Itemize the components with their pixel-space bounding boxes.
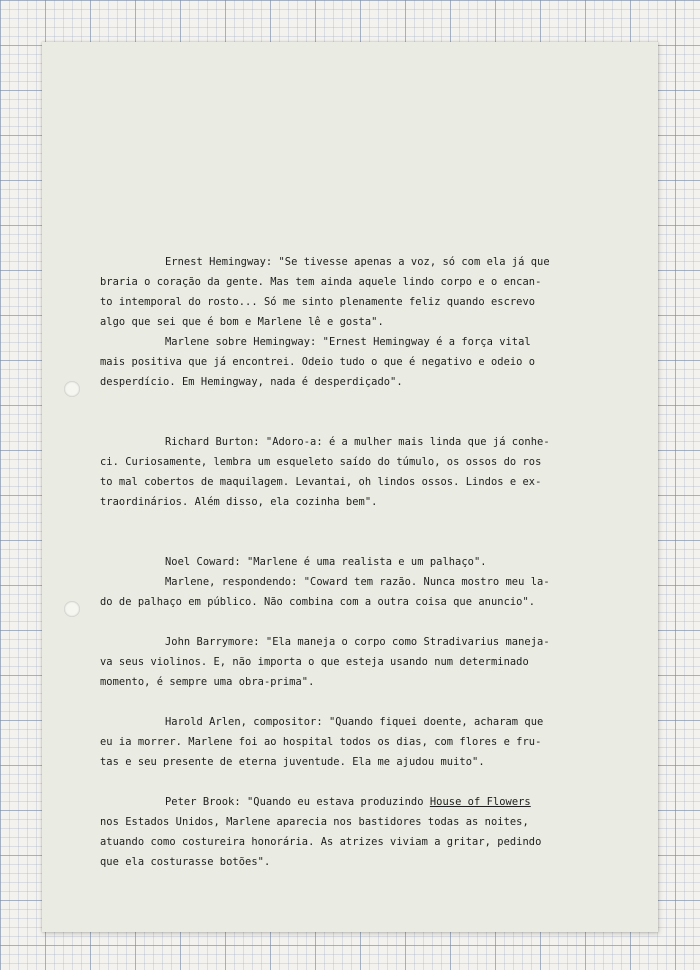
text-line: atuando como costureira honorária. As atrizes viviam a gritar, pedindo [100,836,542,848]
text-line: Ernest Hemingway: "Se tivesse apenas a voz, só com ela já que [165,256,550,268]
page-text [100,252,620,872]
quote-paragraph-hemingway [100,252,620,332]
text-line: braria o coração da gente. Mas tem ainda aquele lindo corpo e o encan- [100,276,542,288]
spacer [100,392,620,412]
punch-hole [64,381,80,397]
quote-paragraph-marlene-on-hemingway [100,332,620,392]
text-line: va seus violinos. E, não importa o que esteja usando num determinado [100,656,529,668]
spacer [100,532,620,552]
text-line: eu ia morrer. Marlene foi ao hospital todos os dias, com flores e fru- [100,736,542,748]
spacer [100,692,620,712]
spacer [100,512,620,532]
text-line: Richard Burton: "Adoro-a: é a mulher mais linda que já conhe- [165,436,550,448]
text-line: desperdício. Em Hemingway, nada é desperdiçado". [100,376,403,388]
text-line: to intemporal do rosto... Só me sinto plenamente feliz quando escrevo [100,296,536,308]
spacer [100,412,620,432]
quote-paragraph-brook [100,792,620,872]
text-line: Marlene sobre Hemingway: "Ernest Hemingway é a força vital [165,336,531,348]
text-line: nos Estados Unidos, Marlene aparecia nos bastidores todas as noites, [100,816,529,828]
text-line: que ela costurasse botões". [100,856,271,868]
text-line: mais positiva que já encontrei. Odeio tudo o que é negativo e odeio o [100,356,536,368]
quote-paragraph-coward [100,552,620,572]
text-line: algo que sei que é bom e Marlene lê e gosta". [100,316,384,328]
quote-paragraph-barrymore [100,632,620,692]
text-line: to mal cobertos de maquilagem. Levantai, oh lindos ossos. Lindos e ex- [100,476,542,488]
spacer [100,612,620,632]
text-line: do de palhaço em público. Não combina com a outra coisa que anuncio". [100,596,536,608]
typewritten-page [42,42,658,932]
text-line: traordinários. Além disso, ela cozinha bem". [100,496,378,508]
quote-paragraph-burton [100,432,620,512]
spacer [100,772,620,792]
text-line: Marlene, respondendo: "Coward tem razão. Nunca mostro meu la- [165,576,550,588]
text-line [100,792,620,812]
text-line: ci. Curiosamente, lembra um esqueleto saído do túmulo, os ossos do ros [100,456,542,468]
text-line: tas e seu presente de eterna juventude. Ela me ajudou muito". [100,756,485,768]
text-line: Harold Arlen, compositor: "Quando fiquei doente, acharam que [165,716,544,728]
punch-hole [64,601,80,617]
text-line: Noel Coward: "Marlene é uma realista e um palhaço". [165,556,487,568]
text-segment: Peter Brook: "Quando eu estava produzindo [165,796,430,808]
quote-paragraph-marlene-reply [100,572,620,612]
quote-paragraph-arlen [100,712,620,772]
text-line: momento, é sempre uma obra-prima". [100,676,315,688]
underlined-title: House of Flowers [429,796,531,808]
text-line: John Barrymore: "Ela maneja o corpo como Stradivarius maneja- [165,636,550,648]
